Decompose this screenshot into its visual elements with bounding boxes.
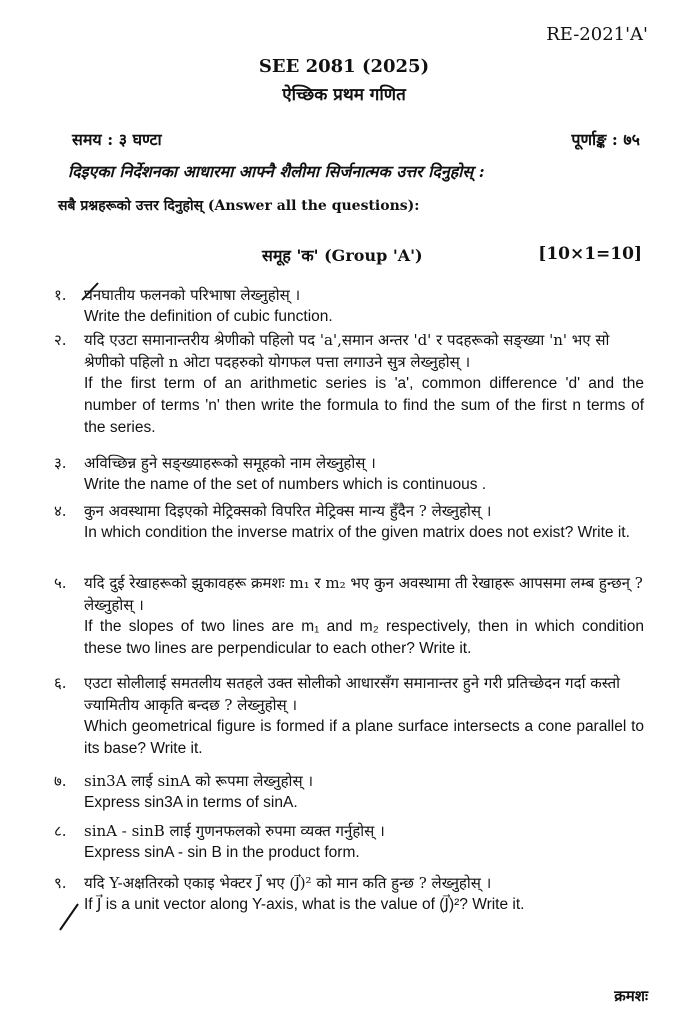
question-text-nepali: sinA - sinB लाई गुणनफलको रुपमा व्यक्त गर्नुहोस् । bbox=[84, 822, 385, 840]
question-2 bbox=[54, 329, 644, 439]
question-text-nepali: कुन अवस्थामा दिइएको मेट्रिक्सको विपरित मेट्रिक्स मान्य हुँदैन ? लेख्नुहोस् । bbox=[84, 502, 492, 520]
question-number: ७. bbox=[54, 772, 67, 790]
question-text-english: If J⃗ is a unit vector along Y-axis, what is the value of (J⃗)²? Write it. bbox=[84, 896, 525, 913]
time-label: समय : ३ घण्टा bbox=[72, 130, 162, 149]
question-text-english: Write the definition of cubic function. bbox=[84, 308, 333, 325]
question-3 bbox=[54, 452, 644, 496]
question-number: ९. bbox=[54, 874, 67, 892]
question-text-english: If the slopes of two lines are m₁ and m₂ respectively, then in which condition these two lines are perpendicular to each other? Write it. bbox=[84, 618, 644, 657]
paper-code: RE-2021'A' bbox=[546, 24, 648, 45]
question-7 bbox=[54, 770, 644, 814]
exam-title: SEE 2081 (2025) bbox=[258, 56, 430, 77]
question-6 bbox=[54, 672, 644, 760]
question-text-nepali: यदि दुई रेखाहरूको झुकावहरू क्रमशः m₁ र m₂ भए कुन अवस्थामा ती रेखाहरू आपसमा लम्ब हुन्छन् ? लेख्नुहोस् । bbox=[84, 574, 643, 614]
question-text-english: Express sinA - sin B in the product form. bbox=[84, 844, 360, 861]
question-8 bbox=[54, 820, 644, 864]
question-number: ३. bbox=[54, 454, 67, 472]
question-number: ६. bbox=[54, 674, 67, 692]
pen-stroke bbox=[60, 904, 78, 930]
question-text-english: Which geometrical figure is formed if a plane surface intersects a cone parallel to its base? Write it. bbox=[84, 718, 644, 757]
question-1 bbox=[54, 284, 644, 328]
question-text-english: Write the name of the set of numbers which is continuous . bbox=[84, 476, 487, 493]
question-9 bbox=[54, 872, 644, 916]
full-marks-label: पूर्णाङ्क : ७५ bbox=[571, 130, 640, 149]
pen-tick-mark-1 bbox=[80, 280, 102, 304]
question-text-english: If the first term of an arithmetic series is 'a', common difference 'd' and the number of terms 'n' then write the formula to find the sum of the first n terms of the series. bbox=[84, 375, 644, 436]
subject-title: ऐच्छिक प्रथम गणित bbox=[282, 85, 406, 105]
question-number: १. bbox=[54, 286, 67, 304]
pen-tick-mark-2 bbox=[56, 900, 84, 934]
pen-stroke bbox=[82, 283, 98, 300]
question-text-english: Express sin3A in terms of sinA. bbox=[84, 794, 298, 811]
question-number: ४. bbox=[54, 502, 67, 520]
question-4 bbox=[54, 500, 644, 544]
question-text-nepali: यदि Y-अक्षतिरको एकाइ भेक्टर J⃗ भए (J⃗)² को मान कति हुन्छ ? लेख्नुहोस् । bbox=[84, 874, 492, 892]
question-text-nepali: यदि एउटा समानान्तरीय श्रेणीको पहिलो पद 'a',समान अन्तर 'd' र पदहरूको सङ्ख्या 'n' भए सो श्रेणीको पहिलो n ओटा पदहरुको योगफल पत्ता लगाउने सुत्र लेख्नुहोस् । bbox=[84, 331, 610, 371]
question-text-nepali: घनघातीय फलनको परिभाषा लेख्नुहोस् । bbox=[84, 286, 301, 304]
question-number: ८. bbox=[54, 822, 67, 840]
answer-all-text: सबै प्रश्नहरूको उत्तर दिनुहोस् (Answer all the questions): bbox=[58, 198, 420, 214]
continued-label: क्रमशः bbox=[614, 987, 648, 1005]
question-number: ५. bbox=[54, 574, 67, 592]
instruction-text: दिइएका निर्देशनका आधारमा आफ्नै शैलीमा सिर्जनात्मक उत्तर दिनुहोस् : bbox=[68, 162, 485, 181]
question-text-nepali: sin3A लाई sinA को रूपमा लेख्नुहोस् । bbox=[84, 772, 314, 790]
question-text-nepali: अविच्छिन्न हुने सङ्ख्याहरूको समूहको नाम लेख्नुहोस् । bbox=[84, 454, 376, 472]
group-title: समूह 'क' (Group 'A') bbox=[262, 246, 423, 265]
question-text-nepali: एउटा सोलीलाई समतलीय सतहले उक्त सोलीको आधारसँग समानान्तर हुने गरी प्रतिच्छेदन गर्दा कस्तो ज्यामितीय आकृति बन्दछ ? लेख्नुहोस् । bbox=[84, 674, 621, 714]
question-text-english: In which condition the inverse matrix of the given matrix does not exist? Write it. bbox=[84, 524, 630, 541]
question-5 bbox=[54, 572, 644, 660]
question-number: २. bbox=[54, 331, 67, 349]
group-marks: [10×1=10] bbox=[538, 244, 642, 264]
